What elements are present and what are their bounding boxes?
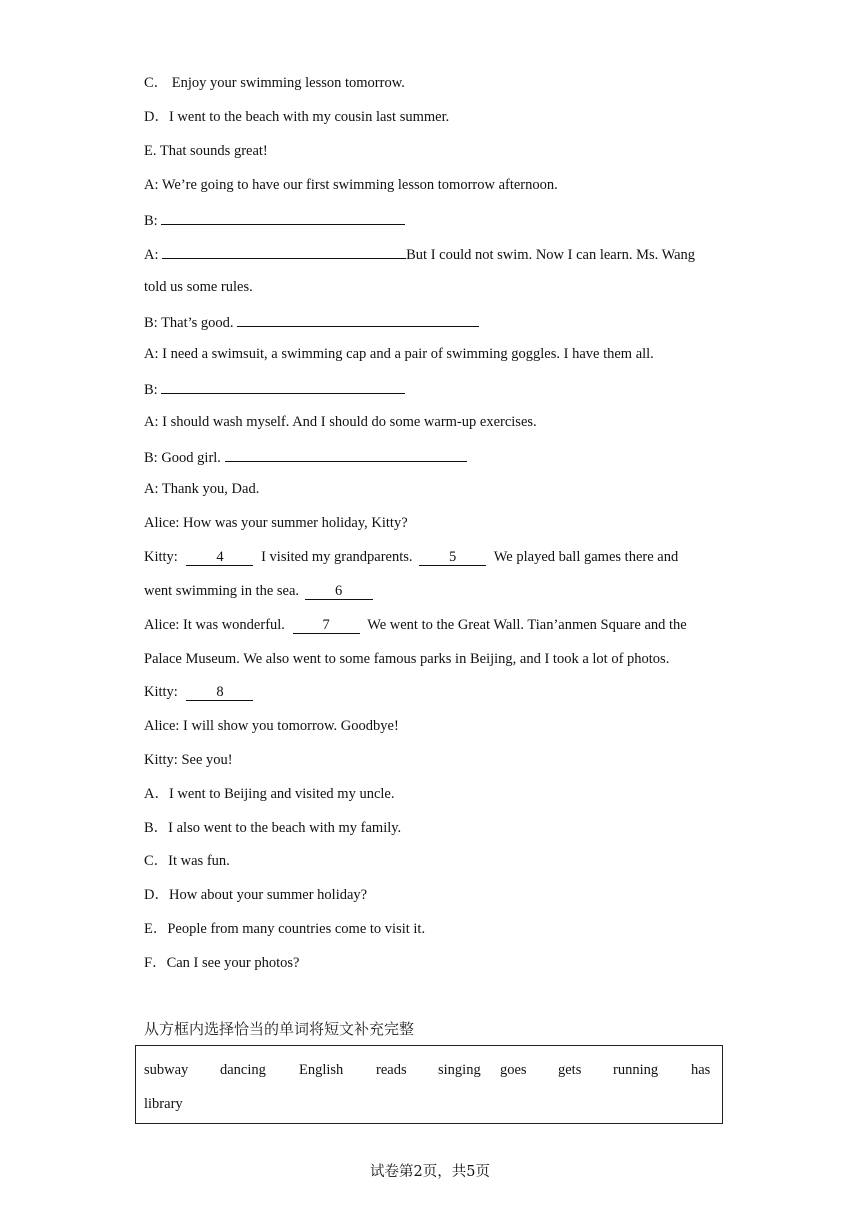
speaker-label: Kitty:	[144, 549, 178, 565]
answer-blank[interactable]	[162, 244, 406, 259]
word-bank-item: English	[299, 1062, 344, 1078]
section-instruction: 从方框内选择恰当的单词将短文补充完整	[144, 1020, 415, 1038]
dialogue1-line-2	[144, 210, 405, 230]
option-d-beach: D．I went to the beach with my cousin last summer.	[144, 109, 450, 125]
line-text: But I could not swim. Now I can learn. Ms. Wang	[406, 247, 696, 263]
word-bank-item: dancing	[220, 1062, 266, 1078]
option-e-great: E. That sounds great!	[144, 143, 268, 159]
page-footer: 试卷第2页，共5页	[370, 1164, 490, 1180]
answer-blank[interactable]	[161, 210, 405, 225]
dialogue1-line-6: A: I need a swimsuit, a swimming cap and a pair of swimming goggles. I have them all.	[144, 346, 654, 362]
answer-blank[interactable]	[237, 312, 479, 327]
option-c-enjoy: C． Enjoy your swimming lesson tomorrow.	[144, 75, 405, 91]
word-bank-item: reads	[376, 1062, 407, 1078]
speaker-label: B:	[144, 382, 158, 398]
line-text: We played ball games there and	[493, 549, 679, 565]
dialogue2-line-8: Kitty: See you!	[144, 752, 233, 768]
dialogue2-line-7: Alice: I will show you tomorrow. Goodbye!	[144, 718, 399, 734]
word-bank-box	[135, 1045, 723, 1124]
answer-blank[interactable]	[161, 379, 405, 394]
option-f: F．Can I see your photos?	[144, 955, 300, 971]
line-text: B: Good girl.	[144, 450, 221, 466]
dialogue1-line-9	[144, 447, 467, 467]
dialogue1-line-3	[144, 244, 695, 264]
blank-7[interactable]: 7	[293, 617, 360, 634]
dialogue2-line-3	[144, 582, 373, 600]
blank-4[interactable]: 4	[186, 549, 253, 566]
dialogue1-line-7	[144, 379, 405, 399]
option-e: E．People from many countries come to visit it.	[144, 921, 426, 937]
dialogue2-line-2	[144, 548, 678, 566]
word-bank-item: subway	[144, 1062, 189, 1078]
dialogue1-line-10: A: Thank you, Dad.	[144, 481, 260, 497]
word-bank-item: running	[613, 1062, 659, 1078]
dialogue2-line-1: Alice: How was your summer holiday, Kitty?	[144, 515, 408, 531]
dialogue1-line-1: A: We’re going to have our first swimming lesson tomorrow afternoon.	[144, 177, 558, 193]
dialogue2-line-6	[144, 683, 253, 701]
option-a: A．I went to Beijing and visited my uncle.	[144, 786, 395, 802]
word-bank-item: goes	[500, 1062, 527, 1078]
speaker-label: Kitty:	[144, 684, 178, 700]
option-b: B．I also went to the beach with my family.	[144, 820, 402, 836]
dialogue2-line-5: Palace Museum. We also went to some famous parks in Beijing, and I took a lot of photos.	[144, 651, 670, 667]
dialogue1-line-8: A: I should wash myself. And I should do some warm-up exercises.	[144, 414, 537, 430]
dialogue2-line-4	[144, 616, 687, 634]
line-text: I visited my grandparents.	[261, 549, 413, 565]
line-text: We went to the Great Wall. Tian’anmen Square and the	[367, 617, 687, 633]
line-text: B: That’s good.	[144, 315, 234, 331]
word-bank-item: library	[144, 1096, 183, 1112]
blank-6[interactable]: 6	[305, 583, 373, 600]
speaker-label: B:	[144, 213, 158, 229]
dialogue1-line-4: told us some rules.	[144, 279, 253, 295]
word-bank-item: gets	[558, 1062, 582, 1078]
answer-blank[interactable]	[225, 447, 467, 462]
dialogue1-line-5	[144, 312, 479, 332]
line-text: went swimming in the sea.	[144, 583, 300, 599]
option-d: D．How about your summer holiday?	[144, 887, 368, 903]
word-bank-item: has	[691, 1062, 711, 1078]
blank-8[interactable]: 8	[186, 684, 253, 701]
blank-5[interactable]: 5	[419, 549, 486, 566]
word-bank-item: singing	[438, 1062, 481, 1078]
speaker-label: A:	[144, 247, 159, 263]
option-c: C．It was fun.	[144, 853, 230, 869]
line-text: Alice: It was wonderful.	[144, 617, 285, 633]
